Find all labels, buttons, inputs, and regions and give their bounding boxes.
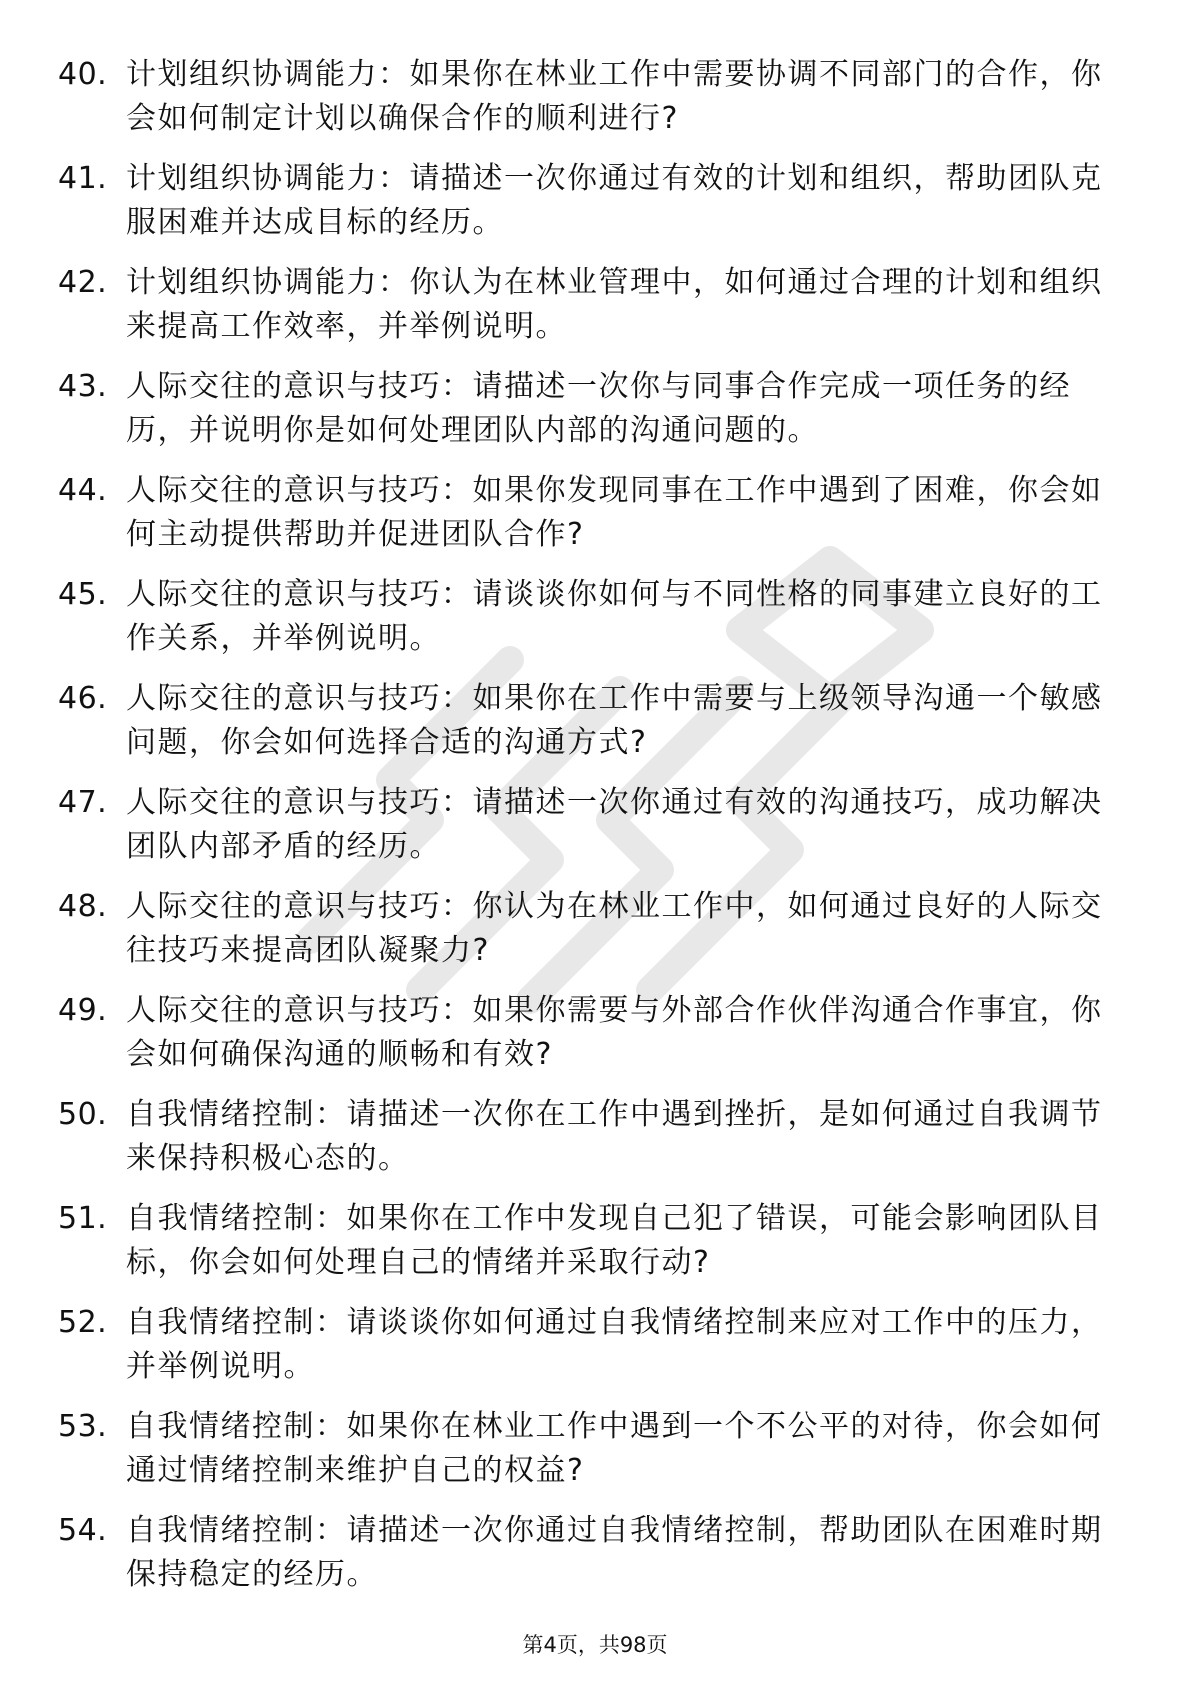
question-number: 53. [58, 1409, 108, 1444]
question-text: 人际交往的意识与技巧：请描述一次你与同事合作完成一项任务的经历，并说明你是如何处理团队内部的沟通问题的。 [126, 369, 1071, 448]
question-text: 人际交往的意识与技巧：请谈谈你如何与不同性格的同事建立良好的工作关系，并举例说明。 [126, 577, 1103, 656]
question-item [0, 261, 1190, 365]
question-item [0, 157, 1190, 261]
question-number: 49. [58, 993, 108, 1028]
question-text: 人际交往的意识与技巧：如果你发现同事在工作中遇到了困难，你会如何主动提供帮助并促进团队合作? [126, 473, 1103, 552]
question-item [0, 989, 1190, 1093]
question-text: 自我情绪控制：如果你在林业工作中遇到一个不公平的对待，你会如何通过情绪控制来维护自己的权益? [126, 1409, 1103, 1488]
question-text: 计划组织协调能力：你认为在林业管理中，如何通过合理的计划和组织来提高工作效率，并举例说明。 [126, 265, 1103, 344]
question-item [0, 53, 1190, 157]
question-number: 47. [58, 785, 108, 820]
question-number: 43. [58, 369, 108, 404]
question-number: 46. [58, 681, 108, 716]
question-item [0, 1093, 1190, 1197]
question-text: 自我情绪控制：请描述一次你在工作中遇到挫折，是如何通过自我调节来保持积极心态的。 [126, 1097, 1103, 1176]
question-text: 自我情绪控制：如果你在工作中发现自己犯了错误，可能会影响团队目标，你会如何处理自己的情绪并采取行动? [126, 1201, 1103, 1280]
question-text: 自我情绪控制：请谈谈你如何通过自我情绪控制来应对工作中的压力，并举例说明。 [126, 1305, 1103, 1384]
question-number: 51. [58, 1201, 108, 1236]
question-item [0, 1509, 1190, 1613]
question-text: 人际交往的意识与技巧：如果你需要与外部合作伙伴沟通合作事宜，你会如何确保沟通的顺畅和有效? [126, 993, 1103, 1072]
question-number: 50. [58, 1097, 108, 1132]
question-text: 计划组织协调能力：请描述一次你通过有效的计划和组织，帮助团队克服困难并达成目标的经历。 [126, 161, 1103, 240]
question-item [0, 365, 1190, 469]
question-number: 41. [58, 161, 108, 196]
question-item [0, 1405, 1190, 1509]
question-list [0, 53, 1190, 1613]
question-item [0, 469, 1190, 573]
question-item [0, 781, 1190, 885]
question-item [0, 677, 1190, 781]
question-item [0, 573, 1190, 677]
question-text: 人际交往的意识与技巧：你认为在林业工作中，如何通过良好的人际交往技巧来提高团队凝聚力? [126, 889, 1103, 968]
page-footer: 第4页，共98页 [522, 1633, 668, 1657]
question-text: 人际交往的意识与技巧：如果你在工作中需要与上级领导沟通一个敏感问题，你会如何选择合适的沟通方式? [126, 681, 1103, 760]
question-item [0, 1301, 1190, 1405]
question-number: 45. [58, 577, 108, 612]
question-number: 52. [58, 1305, 108, 1340]
question-text: 自我情绪控制：请描述一次你通过自我情绪控制，帮助团队在困难时期保持稳定的经历。 [126, 1513, 1103, 1592]
question-text: 人际交往的意识与技巧：请描述一次你通过有效的沟通技巧，成功解决团队内部矛盾的经历。 [126, 785, 1103, 864]
question-number: 42. [58, 265, 108, 300]
question-item [0, 1197, 1190, 1301]
question-item [0, 885, 1190, 989]
question-text: 计划组织协调能力：如果你在林业工作中需要协调不同部门的合作，你会如何制定计划以确保合作的顺利进行? [126, 57, 1103, 136]
question-number: 48. [58, 889, 108, 924]
question-number: 54. [58, 1513, 108, 1548]
question-number: 44. [58, 473, 108, 508]
question-number: 40. [58, 57, 108, 92]
